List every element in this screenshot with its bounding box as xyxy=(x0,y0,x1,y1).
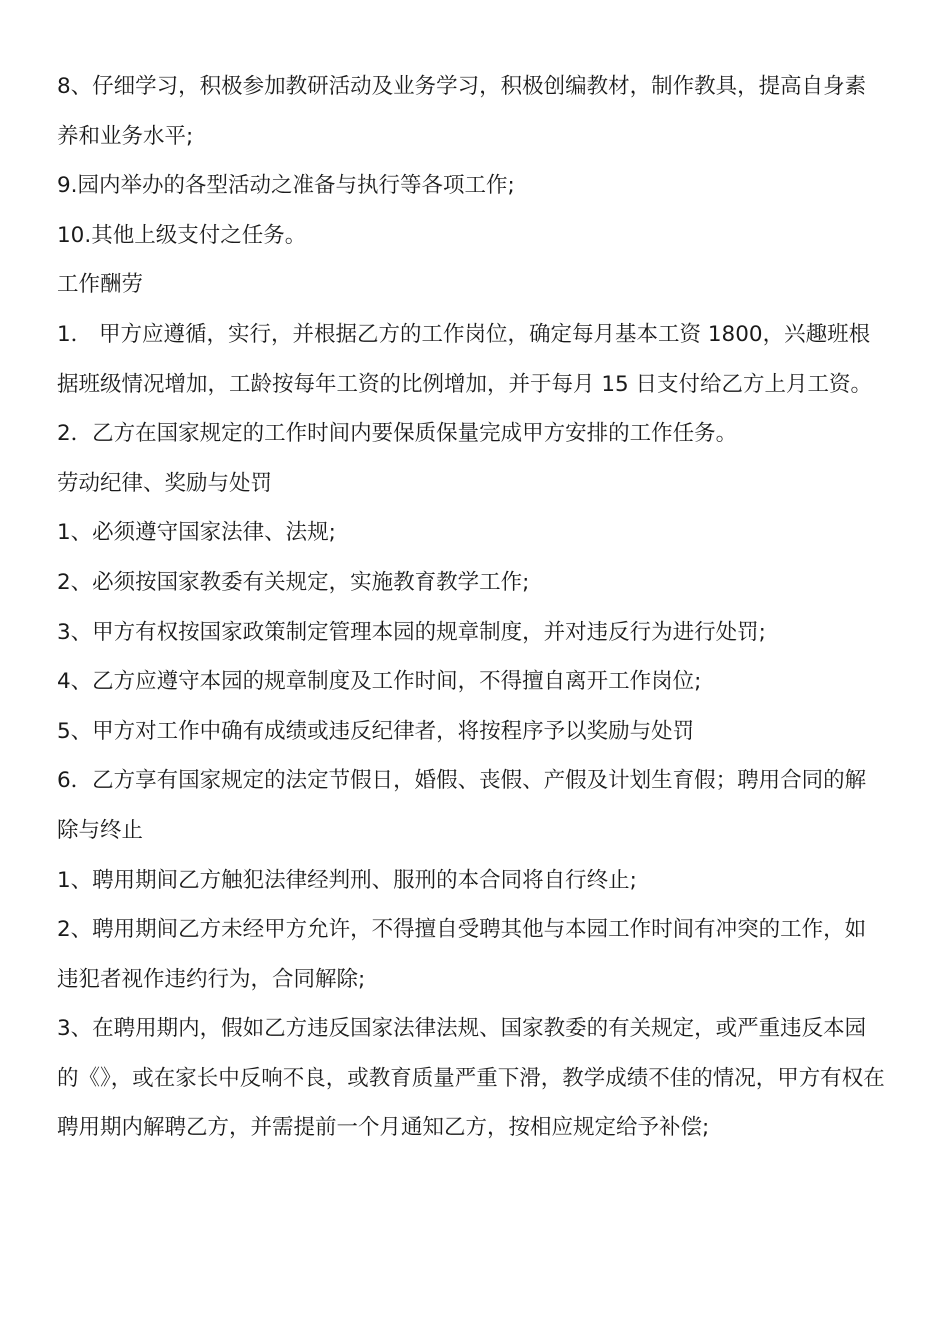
clause-9-activities: 9.园内举办的各型活动之准备与执行等各项工作; xyxy=(57,173,515,199)
discipline-clause-5: 5、甲方对工作中确有成绩或违反纪律者，将按程序予以奖励与处罚 xyxy=(57,718,695,744)
discipline-clause-6: 6．乙方享有国家规定的法定节假日，婚假、丧假、产假及计划生育假；聘用合同的解除与终止 xyxy=(57,768,867,843)
termination-clause-3: 3、在聘用期内，假如乙方违反国家法律法规、国家教委的有关规定，或严重违反本园的《》，或在家长中反响不良，或教育质量严重下滑，教学成绩不佳的情况，甲方有权在聘用期内解聘乙方，并需提前一个月通知乙方，按相应规定给予补偿; xyxy=(57,1016,885,1141)
discipline-clause-3: 3、甲方有权按国家政策制定管理本园的规章制度，并对违反行为进行处罚; xyxy=(57,619,766,645)
clause-8-study: 8、仔细学习，积极参加教研活动及业务学习，积极创编教材，制作教具，提高自身素养和业务水平; xyxy=(57,74,867,149)
discipline-clause-2: 2、必须按国家教委有关规定，实施教育教学工作; xyxy=(57,569,530,595)
discipline-clause-1: 1、必须遵守国家法律、法规; xyxy=(57,520,336,546)
compensation-clause-1: 1． 甲方应遵循，实行，并根据乙方的工作岗位，确定每月基本工资 1800，兴趣班根据班级情况增加，工龄按每年工资的比例增加，并于每月 15 日支付给乙方上月工资。 xyxy=(57,321,873,397)
termination-clause-2: 2、聘用期间乙方未经甲方允许，不得擅自受聘其他与本园工作时间有冲突的工作，如违犯者视作违约行为，合同解除; xyxy=(57,917,867,992)
termination-clause-1: 1、聘用期间乙方触犯法律经判刑、服刑的本合同将自行终止; xyxy=(57,867,637,893)
section-heading-compensation: 工作酬劳 xyxy=(57,272,144,298)
compensation-clause-2: 2．乙方在国家规定的工作时间内要保质保量完成甲方安排的工作任务。 xyxy=(57,421,738,447)
discipline-clause-4: 4、乙方应遵守本园的规章制度及工作时间，不得擅自离开工作岗位; xyxy=(57,669,702,695)
section-heading-discipline: 劳动纪律、奖励与处罚 xyxy=(57,470,273,496)
clause-10-other-tasks: 10.其他上级支付之任务。 xyxy=(57,222,307,248)
document-page xyxy=(57,62,887,1153)
